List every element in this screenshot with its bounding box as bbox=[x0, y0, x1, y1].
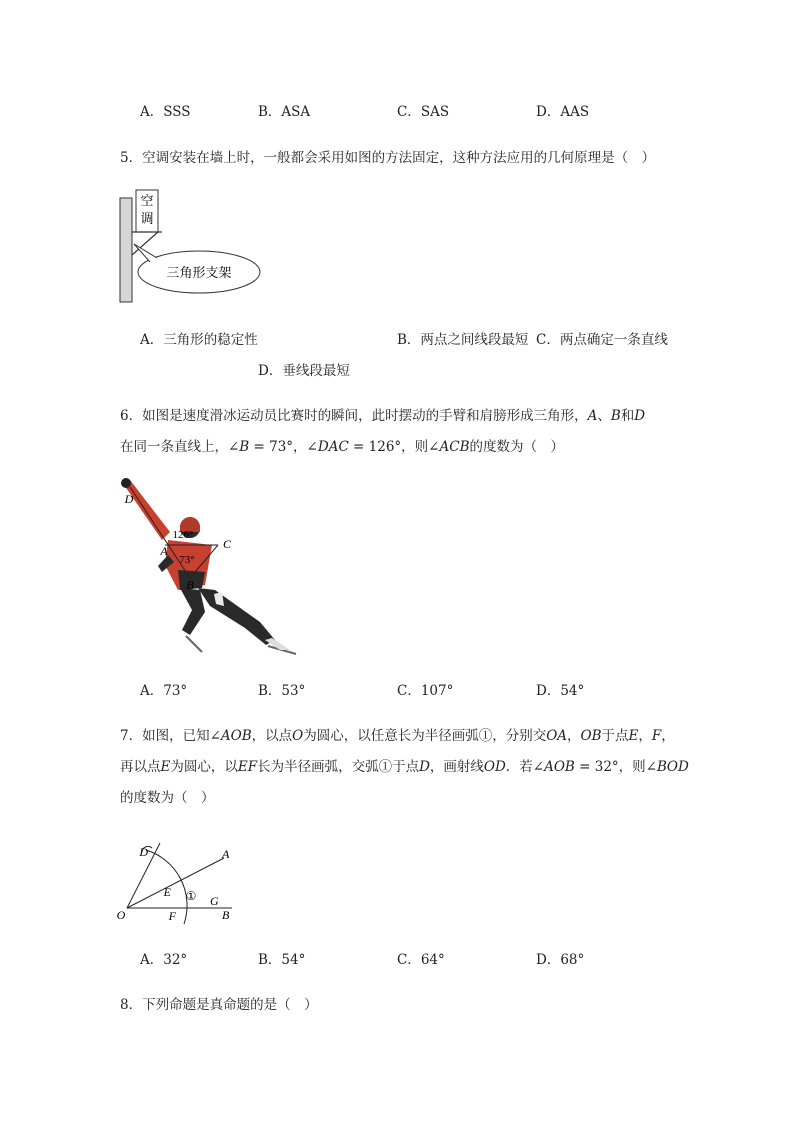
q7-stem-line3: 的度数为（ ） bbox=[120, 790, 215, 806]
ac-label-line1: 空 bbox=[140, 193, 154, 208]
q5-option-c: C．两点确定一条直线 bbox=[536, 332, 668, 348]
q5-option-d: D．垂线段最短 bbox=[258, 363, 350, 379]
ac-label-line2: 调 bbox=[140, 211, 154, 226]
q5-option-b: B．两点之间线段最短 bbox=[397, 332, 529, 348]
q6-stem-line1: 6．如图是速度滑冰运动员比赛时的瞬间，此时摆动的手臂和肩膀形成三角形，𝐴、𝐵和𝐷 bbox=[120, 408, 646, 424]
q8-stem: 8．下列命题是真命题的是（ ） bbox=[120, 997, 318, 1013]
q4-option-d: D．AAS bbox=[536, 104, 590, 120]
skater-label-b: B bbox=[186, 578, 194, 592]
skater-angle-73: 73° bbox=[179, 554, 195, 566]
label-e: E bbox=[163, 885, 171, 899]
q7-option-d: D．68° bbox=[536, 952, 585, 968]
q7-stem-line2: 再以点𝐸为圆心，以𝐸𝐹长为半径画弧，交弧①于点𝐷，画射线𝑂𝐷．若∠𝐴𝑂𝐵 = 32°，则∠𝐵𝑂𝐷 bbox=[120, 759, 689, 775]
q6-option-d: D．54° bbox=[536, 683, 585, 699]
q7-option-a: A．32° bbox=[140, 952, 188, 968]
q7-option-c: C．64° bbox=[397, 952, 445, 968]
label-d: D bbox=[139, 845, 148, 859]
q6-option-b: B．53° bbox=[258, 683, 306, 699]
skater-angle-126: 126° bbox=[172, 529, 194, 541]
skater-label-c: C bbox=[223, 537, 232, 551]
q5-stem: 5．空调安装在墙上时，一般都会采用如图的方法固定，这种方法应用的几何原理是（ ） bbox=[120, 150, 656, 166]
label-b: B bbox=[222, 908, 230, 922]
q6-option-a: A．73° bbox=[140, 683, 188, 699]
q6-stem-line2: 在同一条直线上，∠𝐵 = 73°，∠𝐷𝐴𝐶 = 126°，则∠𝐴𝐶𝐵的度数为（ ） bbox=[120, 439, 564, 455]
label-o: O bbox=[116, 908, 126, 922]
label-f: F bbox=[168, 909, 176, 923]
q4-option-b: B．ASA bbox=[258, 104, 311, 120]
q7-stem-line1: 7．如图，已知∠𝐴𝑂𝐵，以点𝑂为圆心，以任意长为半径画弧①，分别交𝑂𝐴，𝑂𝐵于点𝐸，𝐹， bbox=[120, 728, 675, 744]
label-g: G bbox=[210, 894, 219, 908]
q4-option-c: C．SAS bbox=[397, 104, 450, 120]
label-circle-1: ① bbox=[185, 889, 197, 903]
skater-label-a: A bbox=[160, 544, 168, 558]
q5-option-a: A．三角形的稳定性 bbox=[140, 332, 258, 348]
skater-label-d: D bbox=[124, 492, 134, 506]
q4-option-a: A．SSS bbox=[140, 104, 191, 120]
label-a: A bbox=[222, 847, 230, 861]
q6-option-c: C．107° bbox=[397, 683, 454, 699]
q7-option-b: B．54° bbox=[258, 952, 306, 968]
bubble-label: 三角形支架 bbox=[166, 265, 232, 280]
